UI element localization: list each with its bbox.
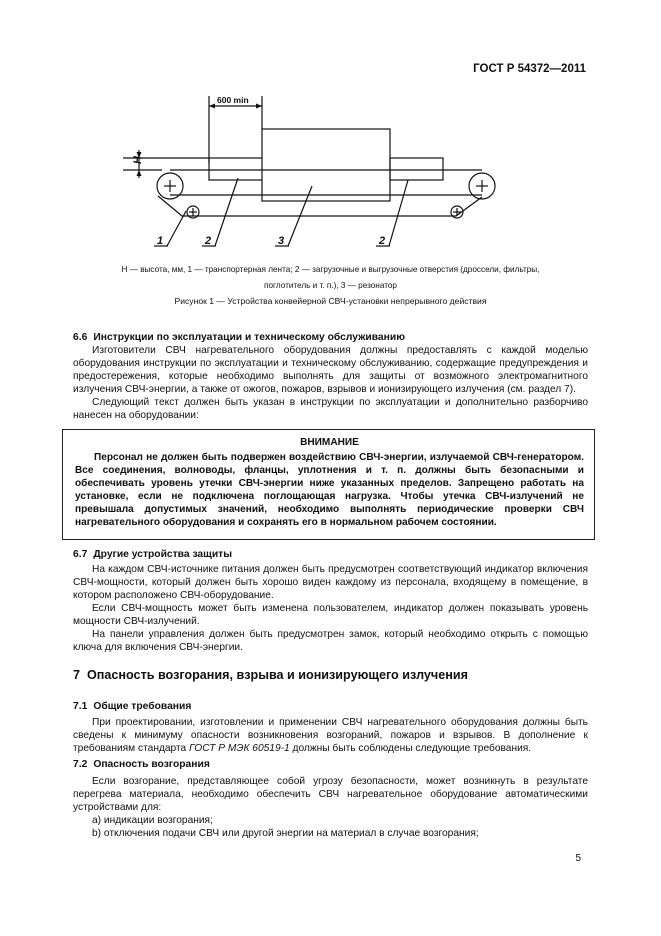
callout-2-right: 2 xyxy=(379,235,386,247)
section-title: Общие требования xyxy=(93,701,192,712)
exit-tunnel xyxy=(390,158,443,180)
section-7-1 xyxy=(73,700,588,755)
paragraph: При проектировании, изготовлении и применении СВЧ нагревательного оборудования должны быть сведены к минимуму опасности возникновения возгораний, пожаров и взрывов. В дополнение к требованиям стандарта ГОСТ Р МЭК 60519-1 должны быть соблюдены следующие требования. xyxy=(73,717,588,754)
page-number: 5 xyxy=(575,853,581,864)
section-title: Опасность возгорания xyxy=(93,759,210,770)
paragraph: Если СВЧ-мощность может быть изменена пользователем, индикатор должен показывать уровень мощности СВЧ-излучений. xyxy=(73,603,588,627)
leader-2-right xyxy=(389,180,408,246)
callout-1: 1 xyxy=(157,235,164,247)
standard-reference: ГОСТ Р МЭК 60519-1 xyxy=(189,743,290,754)
section-6-6-heading xyxy=(73,331,588,344)
section-6-7 xyxy=(73,548,588,654)
paragraph: Следующий текст должен быть указан в инструкции по эксплуатации и дополнительно разборчиво нанесен на оборудовании: xyxy=(73,397,588,421)
callout-2-left: 2 xyxy=(205,235,212,247)
chapter-title: Опасность возгорания, взрыва и ионизирующего излучения xyxy=(87,668,468,682)
figure-legend xyxy=(73,262,588,294)
dimension-label: 600 min xyxy=(217,95,249,105)
warning-title: ВНИМАНИЕ xyxy=(300,437,359,448)
paragraph: Если возгорание, представляющее собой угрозу безопасности, может возникнуть в результате перегрева материала, необходимо обеспечить СВЧ нагревательное оборудование автоматическими устройствами для: xyxy=(73,776,588,813)
chapter-number: 7 xyxy=(73,668,81,682)
section-number: 7.2 xyxy=(73,759,88,770)
document-header: ГОСТ Р 54372—2011 xyxy=(473,63,586,75)
warning-box xyxy=(62,429,595,540)
list-item: a) индикации возгорания; xyxy=(92,815,213,826)
legend-line-1: H — высота, мм, 1 — транспортерная лента; 2 — загрузочные и выгрузочные отверстия (дроссели, фильтры, xyxy=(121,265,540,274)
section-7-1-heading xyxy=(73,700,588,713)
paragraph: Изготовители СВЧ нагревательного оборудования должны предоставлять с каждой моделью оборудования инструкции по эксплуатации и техническому обслуживанию, содержащие предупреждения и предостережения, которые необходимо выполнять для защиты от возможного электромагнитного излучения СВЧ-энергии, а также от ожогов, пожаров, взрывов и ионизирующего излучения (см. раздел 7). xyxy=(73,345,588,395)
section-number: 7.1 xyxy=(73,701,88,712)
section-6-6 xyxy=(73,331,588,422)
paragraph: На каждом СВЧ-источнике питания должен быть предусмотрен соответствующий индикатор включения СВЧ-мощности, который должен быть хорошо виден каждому из персонала, входящему в помещение, в котором расположено СВЧ-оборудование. xyxy=(73,564,588,601)
paragraph: На панели управления должен быть предусмотрен замок, который необходимо открыть с помощью ключа для включения СВЧ-энергии. xyxy=(73,629,588,653)
section-title: Инструкции по эксплуатации и техническому обслуживанию xyxy=(93,332,405,343)
section-title: Другие устройства защиты xyxy=(93,549,233,560)
section-7-2 xyxy=(73,758,588,840)
h-label: H xyxy=(132,156,144,164)
leader-2-left xyxy=(215,178,238,246)
callout-3: 3 xyxy=(278,235,285,247)
conveyor-figure xyxy=(0,0,661,260)
figure-caption: Рисунок 1 — Устройства конвейерной СВЧ-установки непрерывного действия xyxy=(174,296,487,306)
section-number: 6.6 xyxy=(73,332,88,343)
section-6-7-heading xyxy=(73,548,588,561)
list-item: b) отключения подачи СВЧ или другой энергии на материал в случае возгорания; xyxy=(92,828,479,839)
resonator-box xyxy=(262,129,390,201)
warning-body: Персонал не должен быть подвержен воздействию СВЧ-энергии, излучаемой СВЧ-генератором. Все соединения, волноводы, фланцы, уплотнения и т. п. должны быть безопасными и обеспечивать уровень утечки СВЧ-энергии ниже указанных пределов. Запрещено работать на установке, если не подключена поглощающая нагрузка. Чтобы утечка СВЧ-излучений не превышала допустимых значений, необходимо выполнять периодические проверки СВЧ нагревательного оборудования и сохранять его в нормальном рабочем состоянии. xyxy=(75,452,584,528)
leader-1 xyxy=(167,211,186,246)
section-7-2-heading xyxy=(73,758,588,771)
chapter-7-heading xyxy=(73,668,468,682)
section-number: 6.7 xyxy=(73,549,88,560)
legend-line-2: поглотитель и т. п.), 3 — резонатор xyxy=(264,281,397,290)
